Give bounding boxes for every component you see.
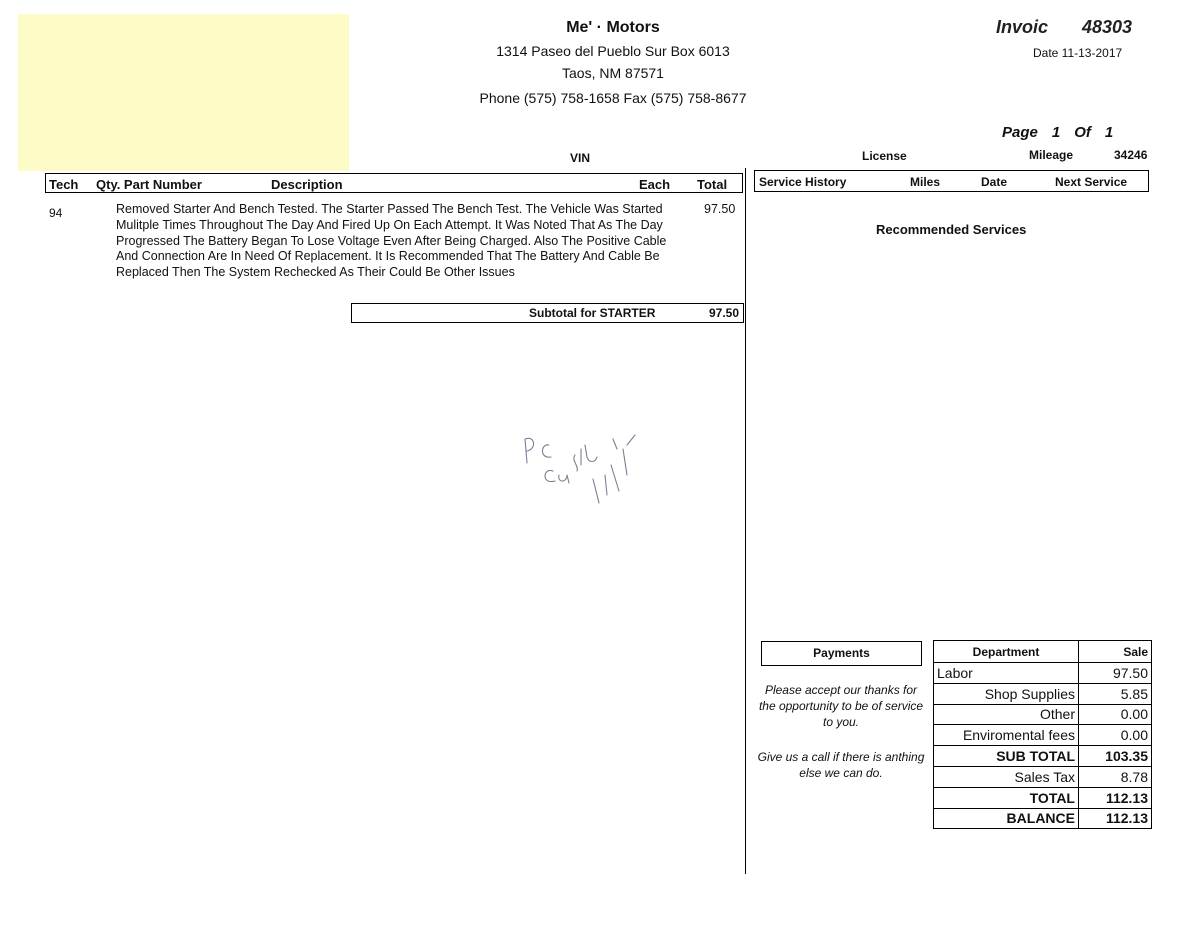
- thanks-message: Please accept our thanks for the opportunity to be of service to you.: [758, 683, 924, 729]
- shop-address-line2: Taos, NM 87571: [562, 65, 664, 81]
- column-divider: [745, 168, 746, 874]
- header-qty-part: Qty. Part Number: [96, 177, 202, 192]
- dept-label: Other: [934, 704, 1079, 725]
- dept-label: BALANCE: [934, 808, 1079, 829]
- line-items-header: [45, 173, 743, 193]
- dept-value: 97.50: [1079, 663, 1152, 684]
- dept-value: 0.00: [1079, 704, 1152, 725]
- table-row: [934, 766, 1152, 787]
- page-indicator: [1002, 124, 1127, 141]
- dept-value: 112.13: [1079, 808, 1152, 829]
- header-date: Date: [981, 175, 1008, 189]
- header-tech: Tech: [49, 177, 79, 192]
- header-department: Department: [934, 641, 1079, 663]
- table-row: [934, 725, 1152, 746]
- shop-name: Me' · Motors: [566, 19, 660, 36]
- table-row: [934, 704, 1152, 725]
- table-row: [934, 683, 1152, 704]
- service-history-header: [754, 170, 1149, 192]
- header-total: Total: [697, 177, 728, 192]
- invoice-number: 48303: [1082, 17, 1133, 37]
- vin-label: VIN: [570, 151, 591, 165]
- dept-label: Shop Supplies: [934, 683, 1079, 704]
- table-row: [934, 787, 1152, 808]
- header-description: Description: [271, 177, 343, 192]
- line-item-tech: 94: [49, 206, 63, 220]
- line-item-description: Removed Starter And Bench Tested. The Starter Passed The Bench Test. The Vehicle Was Started Mulitple Times Throughout The Day And Fired Up On Each Attempt. It Was Noted That As The Day Progressed The Battery Began To Lose Voltage Even After Being Charged. Also The Positive Cable And Connection Are In Need Of Replacement. It Is Recommended That The Battery And Cable Be Replaced Then The System Rechecked As Their Could Be Other Issues: [116, 202, 667, 280]
- header-service-history: Service History: [759, 175, 847, 189]
- handwritten-note: [505, 405, 655, 515]
- header-sale: Sale: [1079, 641, 1152, 663]
- header-miles: Miles: [910, 175, 941, 189]
- table-header-row: [934, 641, 1152, 663]
- redacted-area: [18, 14, 349, 171]
- subtotal-box: [351, 303, 744, 323]
- dept-value: 103.35: [1079, 746, 1152, 767]
- of-label: Of: [1074, 124, 1091, 141]
- shop-address-line1: 1314 Paseo del Pueblo Sur Box 6013: [496, 43, 730, 59]
- subtotal-value: 97.50: [709, 306, 740, 320]
- dept-label: Sales Tax: [934, 766, 1079, 787]
- call-message: Give us a call if there is anthing else we can do.: [757, 750, 925, 780]
- dept-value: 8.78: [1079, 766, 1152, 787]
- page-total: 1: [1104, 124, 1114, 141]
- line-item-total: 97.50: [704, 202, 736, 216]
- table-row: [934, 746, 1152, 767]
- license-label: License: [862, 149, 907, 163]
- invoice-date: Date 11-13-2017: [1033, 46, 1123, 60]
- mileage-value: 34246: [1114, 148, 1148, 162]
- dept-value: 0.00: [1079, 725, 1152, 746]
- department-totals-table: [933, 640, 1152, 829]
- shop-phone-fax: Phone (575) 758-1658 Fax (575) 758-8677: [479, 90, 747, 106]
- dept-label: Labor: [934, 663, 1079, 684]
- header-each: Each: [639, 177, 671, 192]
- recommended-services-title: Recommended Services: [876, 222, 1027, 237]
- page-number: 1: [1051, 124, 1061, 141]
- dept-label: Enviromental fees: [934, 725, 1079, 746]
- dept-label: SUB TOTAL: [934, 746, 1079, 767]
- page-label: Page: [1002, 124, 1038, 141]
- dept-value: 5.85: [1079, 683, 1152, 704]
- header-next-service: Next Service: [1055, 175, 1128, 189]
- dept-label: TOTAL: [934, 787, 1079, 808]
- invoice-label: Invoic: [996, 17, 1049, 37]
- table-row: [934, 808, 1152, 829]
- dept-value: 112.13: [1079, 787, 1152, 808]
- table-row: [934, 663, 1152, 684]
- payments-title: Payments: [761, 641, 922, 666]
- subtotal-label: Subtotal for STARTER: [529, 306, 656, 320]
- mileage-label: Mileage: [1029, 148, 1074, 162]
